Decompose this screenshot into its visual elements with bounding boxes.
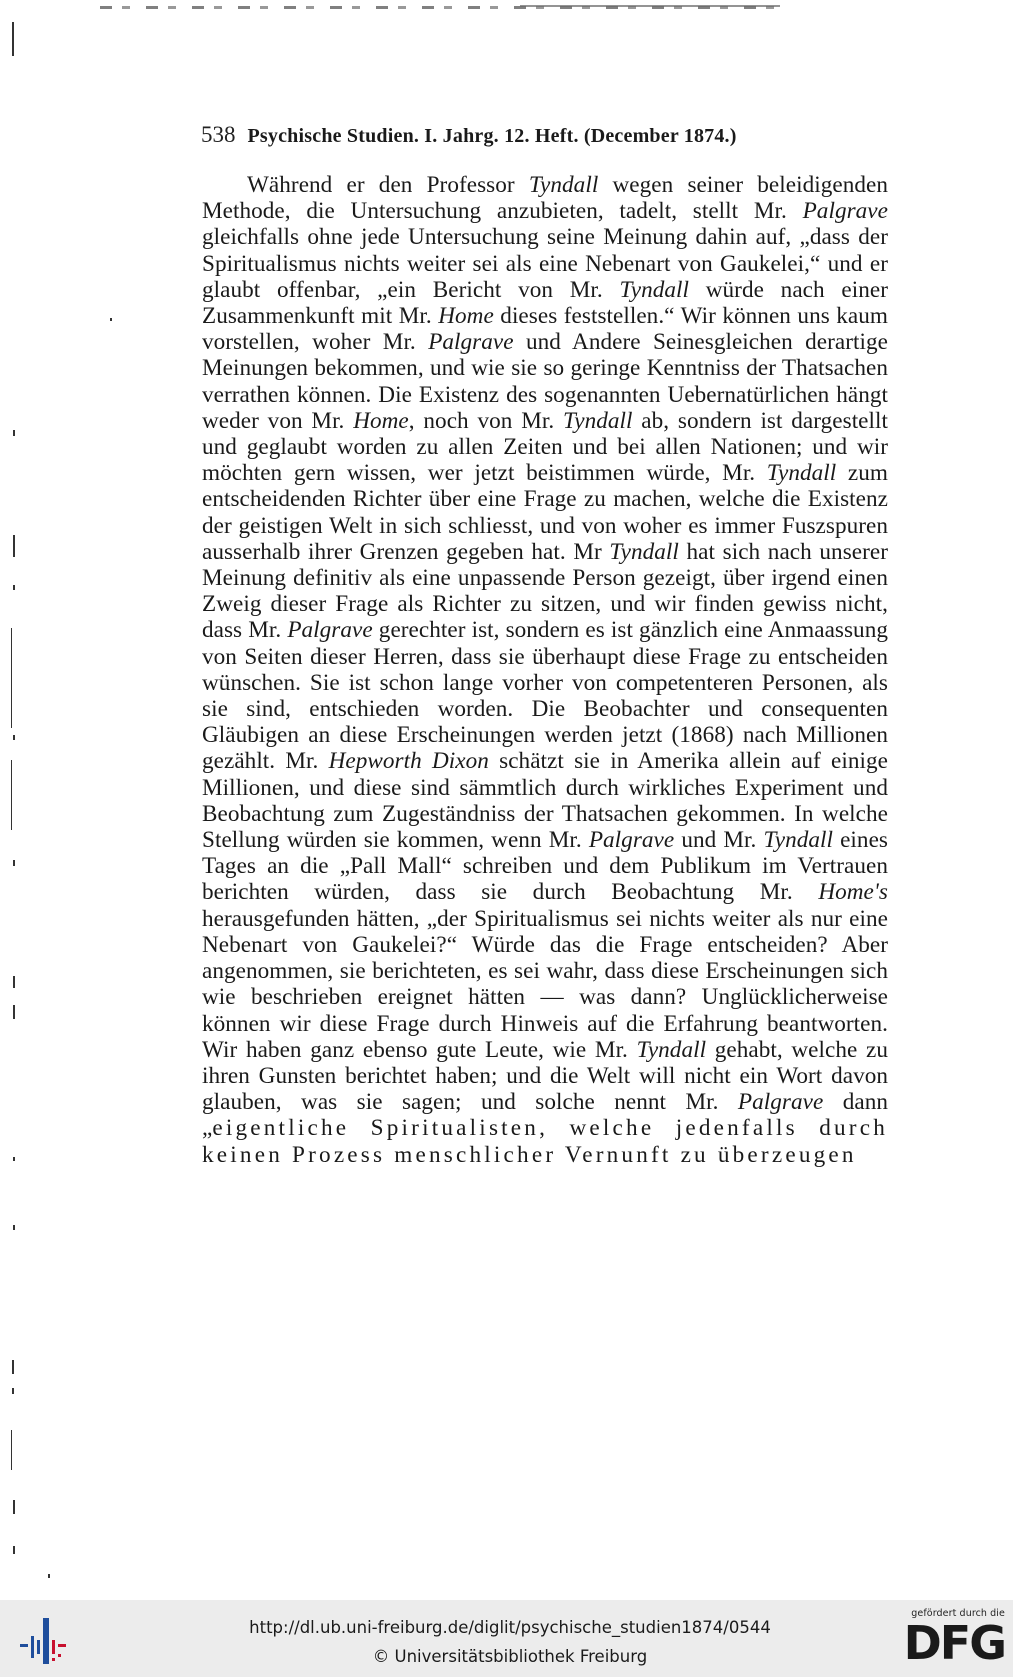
scan-margin-mark	[13, 535, 15, 557]
text-run: ab, sondern ist dargestellt und geglaubt worden zu allen Zeiten und bei allen Nationen; und wir möchten gern wissen, wer jetzt beistimmen würde, Mr.	[202, 407, 888, 487]
person-name: Palgrave	[428, 329, 514, 356]
person-name: Tyndall	[763, 827, 833, 854]
text-run: dann „	[202, 1089, 888, 1142]
text-run: gleichfalls ohne jede Untersuchung seine Meinung dahin auf, „dass der Spiritualismus nichts weiter sei als eine Nebenart von Gaukelei,“ und er glaubt offenbar, „ein Bericht von Mr.	[202, 224, 888, 303]
scan-margin-mark	[13, 735, 15, 740]
scan-margin-mark	[48, 1574, 50, 1578]
scan-margin-mark	[13, 1157, 15, 1161]
person-name: Palgrave	[737, 1089, 824, 1116]
scan-margin-mark	[11, 1430, 12, 1470]
text-run: eines Tages an die „Pall Mall“ schreiben und dem Publikum im Vertrauen berichten würden, dass sie durch Beobachtung Mr.	[202, 827, 888, 906]
page-number: 538	[201, 122, 236, 147]
text-run: gehabt, welche zu ihren Gunsten berichtet haben; und die Welt will nicht ein Wort davon glauben, was sie sagen; und solche nennt Mr.	[202, 1036, 888, 1116]
paragraph	[202, 172, 888, 1168]
person-name: Tyndall	[563, 407, 633, 434]
text-run: schätzt sie in Amerika allein auf einige Millionen, und diese sind sämmtlich durch wirkliches Experiment und Beobachtung zum Zugeständniss der Thatsachen gekommen. In welche Stellung würden sie kommen, wenn Mr.	[202, 748, 888, 854]
source-url-link[interactable]: http://dl.ub.uni-freiburg.de/diglit/psychische_studien1874/0544	[249, 1618, 771, 1637]
text-run: zum entscheidenden Richter über eine Frage zu machen, welche die Existenz der geistigen Welt in sich schliesst, und von woher es immer Fuszspuren ausserhalb ihrer Grenzen gegeben hat. Mr	[202, 460, 888, 565]
text-run: und Mr.	[674, 827, 764, 854]
person-name: Hepworth Dixon	[328, 748, 489, 775]
person-name: Tyndall	[766, 460, 837, 487]
scan-margin-mark	[13, 430, 15, 436]
scan-margin-mark	[13, 1500, 15, 1514]
journal-title: Psychische Studien. I. Jahrg. 12. Heft. (December 1874.)	[247, 125, 737, 147]
person-name: Tyndall	[636, 1036, 707, 1063]
text-run: dieses feststellen.“ Wir können uns kaum vorstellen, woher Mr.	[202, 303, 889, 356]
text-run: gerechter ist, sondern es ist gänzlich eine Anmaassung von Seiten dieser Herren, dass sie überhaupt diese Frage zu entscheiden wünschen. Sie ist schon lange vorher von competenteren Personen, als sie sind, entschieden worden. Die Beobachter und consequenten Gläubigen an diese Erscheinungen werden jetzt (1868) nach Millionen gezählt. Mr.	[202, 617, 888, 775]
person-name: Tyndall	[528, 172, 599, 198]
footer-bar	[0, 1600, 1013, 1677]
text-run: Während er den Professor	[247, 172, 529, 198]
text-run: und Andere Seinesgleichen derartige Meinungen bekommen, und wie sie so geringe Kenntniss der Thatsachen verrathen können. Die Existenz des sogenannten Uebernatürlichen hängt weder von Mr.	[202, 329, 888, 434]
person-name: Palgrave	[588, 827, 675, 854]
ub-freiburg-logo-icon	[14, 1614, 70, 1666]
funding-note: gefördert durch die	[911, 1608, 1005, 1619]
person-name: Home	[353, 407, 409, 434]
scan-artifact-top-line	[520, 5, 780, 7]
dfg-logo: DFG	[903, 1616, 1005, 1670]
scan-margin-mark	[12, 1360, 14, 1374]
spaced-quote: eigentliche Spiritualisten, welche jedenfalls durch keinen Prozess menschlicher Vernunft zu überzeugen	[202, 1115, 888, 1168]
text-run: würde nach einer Zusammenkunft mit Mr.	[202, 276, 888, 330]
scan-margin-mark	[13, 976, 15, 988]
text-run: hat sich nach unserer Meinung definitiv als eine unpassende Person gezeigt, über irgend einen Zweig dieser Frage als Richter zu sitzen, und wir finden gewiss nicht, dass Mr.	[202, 538, 888, 644]
text-run: wegen seiner beleidigenden Methode, die Untersuchung anzubieten, tadelt, stellt Mr.	[202, 172, 888, 225]
person-name: Palgrave	[287, 617, 373, 644]
scan-margin-mark	[13, 585, 15, 590]
running-header	[201, 119, 841, 151]
scan-margin-mark	[11, 628, 12, 728]
scan-margin-mark	[110, 318, 112, 321]
scan-margin-mark	[13, 1546, 15, 1554]
scan-margin-mark	[12, 22, 14, 56]
person-name: Tyndall	[609, 538, 679, 565]
person-name: Palgrave	[802, 198, 888, 225]
text-run: herausgefunden hätten, „der Spiritualismus sei nichts weiter als nur eine Nebenart von Gaukelei?“ Würde das die Frage entscheiden? Aber angenommen, sie berichteten, es sei wahr, dass diese Erscheinungen sich wie beschrieben ereignet hätten — was dann? Unglücklicherweise können wir diese Frage durch Hinweis auf die Erfahrung beantworten. Wir haben ganz ebenso gute Leute, wie Mr.	[202, 905, 888, 1063]
person-name: Home's	[818, 879, 888, 906]
copyright-notice: © Universitätsbibliothek Freiburg	[372, 1647, 648, 1666]
scan-margin-mark	[13, 860, 15, 866]
person-name: Home	[438, 303, 494, 330]
scan-margin-mark	[13, 1225, 15, 1230]
body-text	[202, 172, 888, 1168]
text-run: , noch von Mr.	[408, 407, 563, 434]
scan-margin-mark	[11, 760, 12, 830]
scan-margin-mark	[12, 1388, 14, 1394]
person-name: Tyndall	[619, 276, 689, 303]
scan-margin-mark	[13, 1005, 15, 1019]
dfg-funding-logo	[893, 1608, 1005, 1672]
